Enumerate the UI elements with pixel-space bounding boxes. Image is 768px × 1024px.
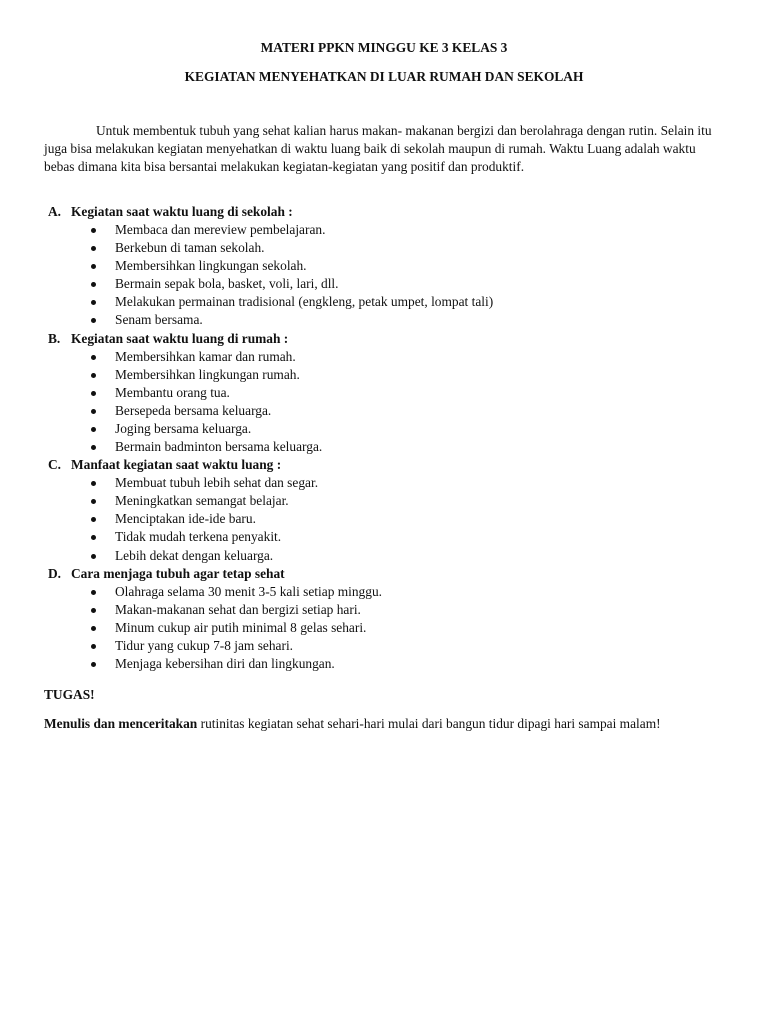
list-item (44, 528, 724, 546)
list-item (44, 366, 724, 384)
section-heading (44, 330, 724, 348)
bullet-list (44, 583, 724, 673)
list-item-text: Menjaga kebersihan diri dan lingkungan. (115, 655, 335, 671)
list-item (44, 655, 724, 673)
list-item (44, 221, 724, 239)
list-item-text: Minum cukup air putih minimal 8 gelas sehari. (115, 619, 367, 635)
list-item (44, 239, 724, 257)
bullet-icon (91, 662, 96, 667)
list-item-text: Joging bersama keluarga. (115, 420, 252, 436)
list-item-text: Membersihkan kamar dan rumah. (115, 348, 296, 364)
list-item (44, 275, 724, 293)
bullet-icon (91, 373, 96, 378)
intro-paragraph (44, 122, 724, 176)
list-item-text: Makan-makanan sehat dan bergizi setiap hari. (115, 601, 361, 617)
list-item (44, 348, 724, 366)
list-item-text: Bermain badminton bersama keluarga. (115, 439, 323, 455)
bullet-icon (91, 246, 96, 251)
section-letter: D. (48, 565, 62, 581)
list-item-text: Tidur yang cukup 7-8 jam sehari. (115, 637, 294, 653)
list-item (44, 492, 724, 510)
bullet-icon (91, 300, 96, 305)
list-item (44, 384, 724, 402)
section-heading-text: Kegiatan saat waktu luang di sekolah : (71, 204, 293, 219)
section-heading (44, 456, 724, 474)
bullet-icon (91, 264, 96, 269)
list-item-text: Membersihkan lingkungan sekolah. (115, 258, 307, 274)
task-lead: Menulis dan menceritakan (44, 716, 198, 731)
bullet-icon (91, 282, 96, 287)
page-title: MATERI PPKN MINGGU KE 3 KELAS 3 (260, 40, 508, 55)
section-letter: C. (48, 457, 62, 473)
bullet-icon (91, 481, 96, 486)
bullet-list (44, 474, 724, 564)
task-text: rutinitas kegiatan sehat sehari-hari mulai dari bangun tidur dipagi hari sampai malam! (197, 716, 661, 731)
section-letter: A. (48, 204, 62, 219)
task-paragraph (44, 715, 724, 733)
bullet-icon (91, 427, 96, 432)
list-item (44, 547, 724, 565)
bullet-icon (91, 626, 96, 631)
list-item (44, 474, 724, 492)
list-item (44, 257, 724, 275)
list-item (44, 637, 724, 655)
section-list (44, 203, 724, 673)
bullet-icon (91, 355, 96, 360)
list-item (44, 402, 724, 420)
bullet-icon (91, 554, 96, 559)
bullet-icon (91, 590, 96, 595)
list-item-text: Senam bersama. (115, 312, 203, 328)
list-item (44, 510, 724, 528)
list-item-text: Membersihkan lingkungan rumah. (115, 366, 300, 382)
list-item-text: Bersepeda bersama keluarga. (115, 402, 272, 418)
list-item-text: Membantu orang tua. (115, 384, 230, 400)
bullet-list (44, 348, 724, 457)
page-subtitle: KEGIATAN MENYEHATKAN DI LUAR RUMAH DAN SEKOLAH (184, 69, 584, 84)
list-item (44, 583, 724, 601)
bullet-list (44, 221, 724, 330)
section-heading-text: Kegiatan saat waktu luang di rumah : (71, 330, 289, 346)
list-item-text: Lebih dekat dengan keluarga. (115, 547, 274, 563)
list-item (44, 420, 724, 438)
bullet-icon (91, 391, 96, 396)
list-item (44, 619, 724, 637)
list-item-text: Membuat tubuh lebih sehat dan segar. (115, 475, 319, 491)
list-item-text: Menciptakan ide-ide baru. (115, 511, 256, 527)
list-item-text: Membaca dan mereview pembelajaran. (115, 222, 326, 237)
bullet-icon (91, 318, 96, 323)
section-heading-text: Cara menjaga tubuh agar tetap sehat (71, 565, 285, 581)
list-item-text: Berkebun di taman sekolah. (115, 240, 265, 256)
bullet-icon (91, 517, 96, 522)
list-item-text: Olahraga selama 30 menit 3-5 kali setiap minggu. (115, 583, 382, 599)
bullet-icon (91, 445, 96, 450)
section-heading-text: Manfaat kegiatan saat waktu luang : (71, 457, 282, 473)
bullet-icon (91, 644, 96, 649)
section-letter: B. (48, 330, 61, 346)
intro-text: Untuk membentuk tubuh yang sehat kalian harus makan- makanan bergizi dan berolahraga dengan rutin. Selain itu juga bisa melakukan kegiatan menyehatkan di waktu luang baik di sekolah maupun di rumah. Waktu Luang adalah waktu bebas dimana kita bisa bersantai melakukan kegiatan-kegiatan yang positif dan produktif. (44, 123, 712, 174)
section-heading (44, 203, 724, 221)
list-item (44, 311, 724, 329)
list-item-text: Tidak mudah terkena penyakit. (115, 529, 282, 545)
list-item (44, 601, 724, 619)
task-heading: TUGAS! (44, 687, 95, 702)
list-item-text: Meningkatkan semangat belajar. (115, 493, 289, 509)
list-item-text: Bermain sepak bola, basket, voli, lari, dll. (115, 276, 339, 292)
bullet-icon (91, 535, 96, 540)
list-item-text: Melakukan permainan tradisional (engkleng, petak umpet, lompat tali) (115, 294, 494, 310)
bullet-icon (91, 228, 96, 233)
bullet-icon (91, 409, 96, 414)
list-item (44, 438, 724, 456)
bullet-icon (91, 499, 96, 504)
bullet-icon (91, 608, 96, 613)
list-item (44, 293, 724, 311)
section-heading (44, 565, 724, 583)
